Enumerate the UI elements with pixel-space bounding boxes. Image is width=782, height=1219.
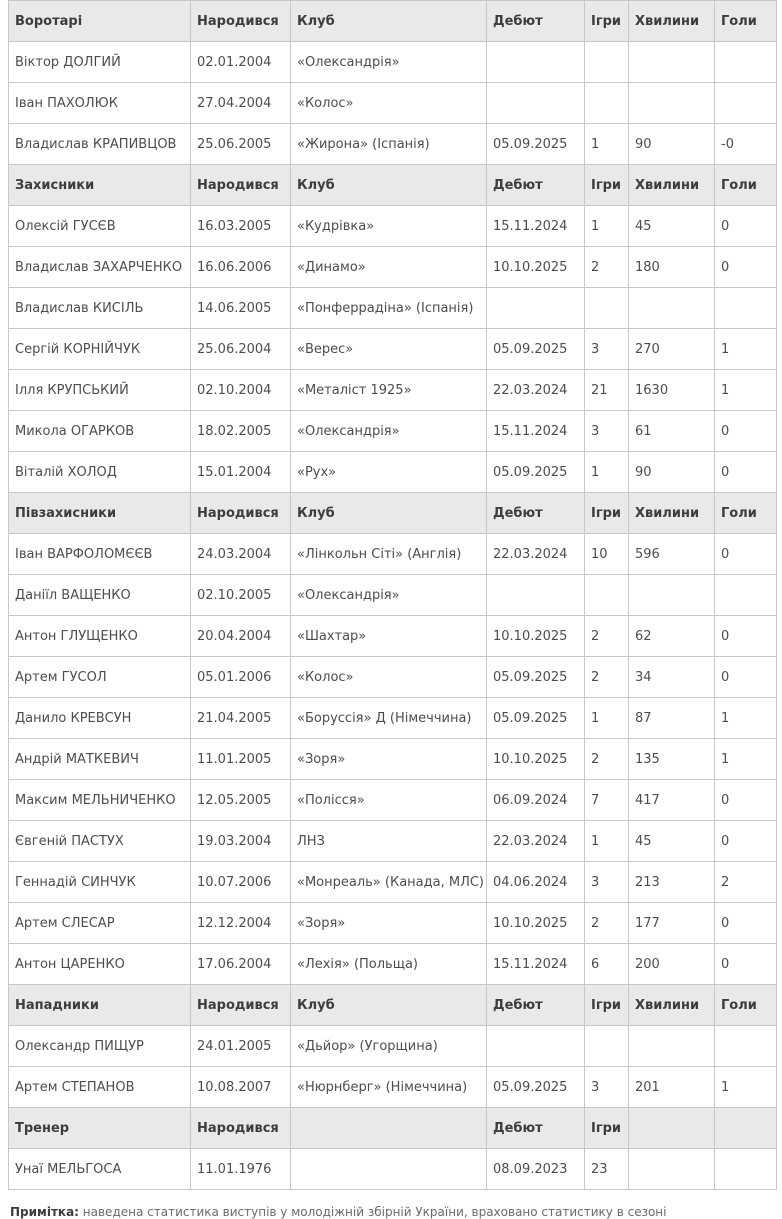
header-name: Півзахисники <box>9 493 191 534</box>
cell-birth-date: 12.05.2005 <box>191 780 291 821</box>
cell-name: Андрій МАТКЕВИЧ <box>9 739 191 780</box>
cell-goals <box>715 575 777 616</box>
cell-club: «Динамо» <box>291 247 487 288</box>
section-header-row <box>9 1108 777 1149</box>
cell-games: 23 <box>585 1149 629 1190</box>
header-club: Клуб <box>291 985 487 1026</box>
cell-games: 2 <box>585 739 629 780</box>
cell-name: Іван ВАРФОЛОМЄЄВ <box>9 534 191 575</box>
cell-games: 2 <box>585 247 629 288</box>
header-birth-date: Народився <box>191 1 291 42</box>
cell-debut: 15.11.2024 <box>487 944 585 985</box>
cell-debut: 05.09.2025 <box>487 329 585 370</box>
cell-club <box>291 1149 487 1190</box>
cell-birth-date: 10.07.2006 <box>191 862 291 903</box>
cell-name: Владислав КРАПИВЦОВ <box>9 124 191 165</box>
cell-name: Максим МЕЛЬНИЧЕНКО <box>9 780 191 821</box>
cell-games: 6 <box>585 944 629 985</box>
cell-goals <box>715 288 777 329</box>
cell-minutes: 45 <box>629 206 715 247</box>
header-minutes: Хвилини <box>629 493 715 534</box>
cell-birth-date: 14.06.2005 <box>191 288 291 329</box>
cell-goals: 0 <box>715 821 777 862</box>
cell-birth-date: 11.01.1976 <box>191 1149 291 1190</box>
cell-minutes <box>629 42 715 83</box>
cell-games <box>585 288 629 329</box>
player-row <box>9 862 777 903</box>
header-birth-date: Народився <box>191 1108 291 1149</box>
cell-club: «Колос» <box>291 83 487 124</box>
cell-birth-date: 27.04.2004 <box>191 83 291 124</box>
cell-debut <box>487 42 585 83</box>
cell-club: «Олександрія» <box>291 575 487 616</box>
cell-birth-date: 11.01.2005 <box>191 739 291 780</box>
cell-goals: 0 <box>715 903 777 944</box>
cell-club: «Жирона» (Іспанія) <box>291 124 487 165</box>
cell-club: «Колос» <box>291 657 487 698</box>
cell-games: 2 <box>585 903 629 944</box>
cell-games <box>585 42 629 83</box>
cell-birth-date: 19.03.2004 <box>191 821 291 862</box>
header-games: Ігри <box>585 1108 629 1149</box>
cell-club: «Зоря» <box>291 903 487 944</box>
cell-name: Євгеній ПАСТУХ <box>9 821 191 862</box>
cell-club: «Шахтар» <box>291 616 487 657</box>
cell-minutes: 213 <box>629 862 715 903</box>
header-goals <box>715 1108 777 1149</box>
cell-minutes <box>629 1026 715 1067</box>
player-row <box>9 657 777 698</box>
cell-name: Артем ГУСОЛ <box>9 657 191 698</box>
cell-minutes: 34 <box>629 657 715 698</box>
cell-debut: 15.11.2024 <box>487 206 585 247</box>
player-row <box>9 944 777 985</box>
player-row <box>9 329 777 370</box>
header-club <box>291 1108 487 1149</box>
header-name: Воротарі <box>9 1 191 42</box>
cell-minutes: 87 <box>629 698 715 739</box>
player-row <box>9 288 777 329</box>
header-minutes: Хвилини <box>629 165 715 206</box>
cell-birth-date: 24.03.2004 <box>191 534 291 575</box>
cell-debut <box>487 1026 585 1067</box>
cell-birth-date: 05.01.2006 <box>191 657 291 698</box>
cell-club: «Рух» <box>291 452 487 493</box>
cell-goals: 1 <box>715 1067 777 1108</box>
cell-games: 3 <box>585 1067 629 1108</box>
header-debut: Дебют <box>487 985 585 1026</box>
cell-birth-date: 24.01.2005 <box>191 1026 291 1067</box>
cell-games <box>585 83 629 124</box>
cell-goals: 0 <box>715 452 777 493</box>
cell-name: Сергій КОРНІЙЧУК <box>9 329 191 370</box>
cell-goals: 0 <box>715 411 777 452</box>
cell-name: Микола ОГАРКОВ <box>9 411 191 452</box>
cell-goals: 1 <box>715 739 777 780</box>
cell-name: Ілля КРУПСЬКИЙ <box>9 370 191 411</box>
player-row <box>9 1149 777 1190</box>
footnote-label: Примітка: <box>10 1205 79 1219</box>
cell-birth-date: 12.12.2004 <box>191 903 291 944</box>
player-row <box>9 698 777 739</box>
cell-debut: 15.11.2024 <box>487 411 585 452</box>
header-debut: Дебют <box>487 1 585 42</box>
cell-games: 3 <box>585 329 629 370</box>
cell-minutes: 200 <box>629 944 715 985</box>
cell-name: Даніїл ВАЩЕНКО <box>9 575 191 616</box>
cell-goals: 0 <box>715 206 777 247</box>
player-row <box>9 206 777 247</box>
player-row <box>9 83 777 124</box>
cell-minutes <box>629 575 715 616</box>
cell-debut: 05.09.2025 <box>487 657 585 698</box>
cell-name: Віктор ДОЛГИЙ <box>9 42 191 83</box>
header-name: Тренер <box>9 1108 191 1149</box>
cell-goals: 0 <box>715 780 777 821</box>
cell-name: Віталій ХОЛОД <box>9 452 191 493</box>
section-header-row <box>9 985 777 1026</box>
cell-goals <box>715 1149 777 1190</box>
cell-birth-date: 16.03.2005 <box>191 206 291 247</box>
cell-birth-date: 18.02.2005 <box>191 411 291 452</box>
cell-debut: 10.10.2025 <box>487 616 585 657</box>
roster-table <box>8 0 777 1190</box>
roster-body <box>9 1 777 1190</box>
cell-goals: 0 <box>715 944 777 985</box>
cell-minutes <box>629 288 715 329</box>
cell-name: Данило КРЕВСУН <box>9 698 191 739</box>
cell-birth-date: 25.06.2004 <box>191 329 291 370</box>
cell-name: Антон ГЛУЩЕНКО <box>9 616 191 657</box>
header-games: Ігри <box>585 493 629 534</box>
cell-birth-date: 15.01.2004 <box>191 452 291 493</box>
cell-debut: 05.09.2025 <box>487 1067 585 1108</box>
cell-debut <box>487 575 585 616</box>
cell-debut: 04.06.2024 <box>487 862 585 903</box>
cell-minutes: 45 <box>629 821 715 862</box>
cell-club: «Монреаль» (Канада, МЛС) <box>291 862 487 903</box>
cell-club: «Боруссія» Д (Німеччина) <box>291 698 487 739</box>
header-minutes: Хвилини <box>629 1 715 42</box>
cell-minutes: 596 <box>629 534 715 575</box>
cell-name: Владислав КИСІЛЬ <box>9 288 191 329</box>
cell-club: ЛНЗ <box>291 821 487 862</box>
player-row <box>9 42 777 83</box>
cell-minutes: 135 <box>629 739 715 780</box>
cell-debut: 22.03.2024 <box>487 534 585 575</box>
cell-club: «Лінкольн Сіті» (Англія) <box>291 534 487 575</box>
cell-goals: 1 <box>715 329 777 370</box>
cell-debut: 08.09.2023 <box>487 1149 585 1190</box>
cell-minutes: 417 <box>629 780 715 821</box>
cell-goals <box>715 42 777 83</box>
cell-minutes: 270 <box>629 329 715 370</box>
cell-games: 1 <box>585 821 629 862</box>
header-minutes <box>629 1108 715 1149</box>
cell-name: Артем СТЕПАНОВ <box>9 1067 191 1108</box>
cell-goals: 1 <box>715 698 777 739</box>
cell-debut: 10.10.2025 <box>487 739 585 780</box>
header-birth-date: Народився <box>191 985 291 1026</box>
cell-club: «Нюрнберг» (Німеччина) <box>291 1067 487 1108</box>
cell-birth-date: 16.06.2006 <box>191 247 291 288</box>
cell-games: 3 <box>585 411 629 452</box>
cell-games: 1 <box>585 698 629 739</box>
cell-games: 10 <box>585 534 629 575</box>
cell-goals: 0 <box>715 534 777 575</box>
cell-games: 1 <box>585 124 629 165</box>
cell-birth-date: 02.10.2004 <box>191 370 291 411</box>
cell-club: «Понферрадіна» (Іспанія) <box>291 288 487 329</box>
player-row <box>9 452 777 493</box>
header-goals: Голи <box>715 985 777 1026</box>
cell-games: 1 <box>585 206 629 247</box>
header-minutes: Хвилини <box>629 985 715 1026</box>
cell-games <box>585 575 629 616</box>
header-name: Нападники <box>9 985 191 1026</box>
cell-debut: 06.09.2024 <box>487 780 585 821</box>
cell-club: «Олександрія» <box>291 42 487 83</box>
header-birth-date: Народився <box>191 165 291 206</box>
cell-name: Геннадій СИНЧУК <box>9 862 191 903</box>
cell-debut: 05.09.2025 <box>487 124 585 165</box>
cell-minutes <box>629 83 715 124</box>
player-row <box>9 1026 777 1067</box>
cell-minutes: 90 <box>629 124 715 165</box>
cell-goals: -0 <box>715 124 777 165</box>
cell-debut <box>487 288 585 329</box>
cell-minutes: 1630 <box>629 370 715 411</box>
cell-games: 21 <box>585 370 629 411</box>
cell-birth-date: 21.04.2005 <box>191 698 291 739</box>
cell-birth-date: 20.04.2004 <box>191 616 291 657</box>
cell-club: «Зоря» <box>291 739 487 780</box>
player-row <box>9 575 777 616</box>
player-row <box>9 903 777 944</box>
cell-club: «Лехія» (Польща) <box>291 944 487 985</box>
cell-debut: 05.09.2025 <box>487 698 585 739</box>
player-row <box>9 370 777 411</box>
cell-goals: 0 <box>715 616 777 657</box>
footnote <box>10 1205 666 1219</box>
header-name: Захисники <box>9 165 191 206</box>
cell-name: Владислав ЗАХАРЧЕНКО <box>9 247 191 288</box>
cell-minutes: 180 <box>629 247 715 288</box>
header-goals: Голи <box>715 1 777 42</box>
header-games: Ігри <box>585 1 629 42</box>
cell-minutes: 61 <box>629 411 715 452</box>
section-header-row <box>9 493 777 534</box>
header-debut: Дебют <box>487 1108 585 1149</box>
cell-goals: 0 <box>715 657 777 698</box>
cell-debut: 22.03.2024 <box>487 821 585 862</box>
header-goals: Голи <box>715 165 777 206</box>
cell-games: 1 <box>585 452 629 493</box>
cell-name: Антон ЦАРЕНКО <box>9 944 191 985</box>
cell-club: «Верес» <box>291 329 487 370</box>
cell-name: Олексій ГУСЄВ <box>9 206 191 247</box>
player-row <box>9 739 777 780</box>
cell-club: «Дьйор» (Угорщина) <box>291 1026 487 1067</box>
player-row <box>9 780 777 821</box>
cell-games: 2 <box>585 616 629 657</box>
cell-goals: 0 <box>715 247 777 288</box>
cell-goals <box>715 83 777 124</box>
cell-club: «Кудрівка» <box>291 206 487 247</box>
header-birth-date: Народився <box>191 493 291 534</box>
cell-birth-date: 25.06.2005 <box>191 124 291 165</box>
cell-birth-date: 17.06.2004 <box>191 944 291 985</box>
cell-games: 2 <box>585 657 629 698</box>
cell-goals: 2 <box>715 862 777 903</box>
cell-club: «Олександрія» <box>291 411 487 452</box>
header-goals: Голи <box>715 493 777 534</box>
cell-games <box>585 1026 629 1067</box>
player-row <box>9 1067 777 1108</box>
header-debut: Дебют <box>487 165 585 206</box>
player-row <box>9 247 777 288</box>
cell-debut: 05.09.2025 <box>487 452 585 493</box>
cell-birth-date: 10.08.2007 <box>191 1067 291 1108</box>
player-row <box>9 411 777 452</box>
cell-minutes: 201 <box>629 1067 715 1108</box>
cell-club: «Металіст 1925» <box>291 370 487 411</box>
cell-club: «Полісся» <box>291 780 487 821</box>
cell-minutes: 90 <box>629 452 715 493</box>
player-row <box>9 534 777 575</box>
cell-name: Унаї МЕЛЬГОСА <box>9 1149 191 1190</box>
player-row <box>9 616 777 657</box>
player-row <box>9 821 777 862</box>
header-debut: Дебют <box>487 493 585 534</box>
cell-games: 7 <box>585 780 629 821</box>
player-row <box>9 124 777 165</box>
header-club: Клуб <box>291 1 487 42</box>
header-club: Клуб <box>291 165 487 206</box>
cell-debut: 22.03.2024 <box>487 370 585 411</box>
cell-debut <box>487 83 585 124</box>
footnote-text: наведена статистика виступів у молодіжній збірній України, враховано статистику в сезоні <box>78 1205 667 1219</box>
cell-minutes: 62 <box>629 616 715 657</box>
section-header-row <box>9 165 777 206</box>
header-games: Ігри <box>585 985 629 1026</box>
cell-debut: 10.10.2025 <box>487 247 585 288</box>
section-header-row <box>9 1 777 42</box>
cell-name: Іван ПАХОЛЮК <box>9 83 191 124</box>
cell-birth-date: 02.01.2004 <box>191 42 291 83</box>
cell-games: 3 <box>585 862 629 903</box>
cell-name: Олександр ПИЩУР <box>9 1026 191 1067</box>
header-club: Клуб <box>291 493 487 534</box>
cell-goals <box>715 1026 777 1067</box>
cell-minutes <box>629 1149 715 1190</box>
header-games: Ігри <box>585 165 629 206</box>
cell-name: Артем СЛЕСАР <box>9 903 191 944</box>
cell-birth-date: 02.10.2005 <box>191 575 291 616</box>
cell-debut: 10.10.2025 <box>487 903 585 944</box>
cell-goals: 1 <box>715 370 777 411</box>
cell-minutes: 177 <box>629 903 715 944</box>
